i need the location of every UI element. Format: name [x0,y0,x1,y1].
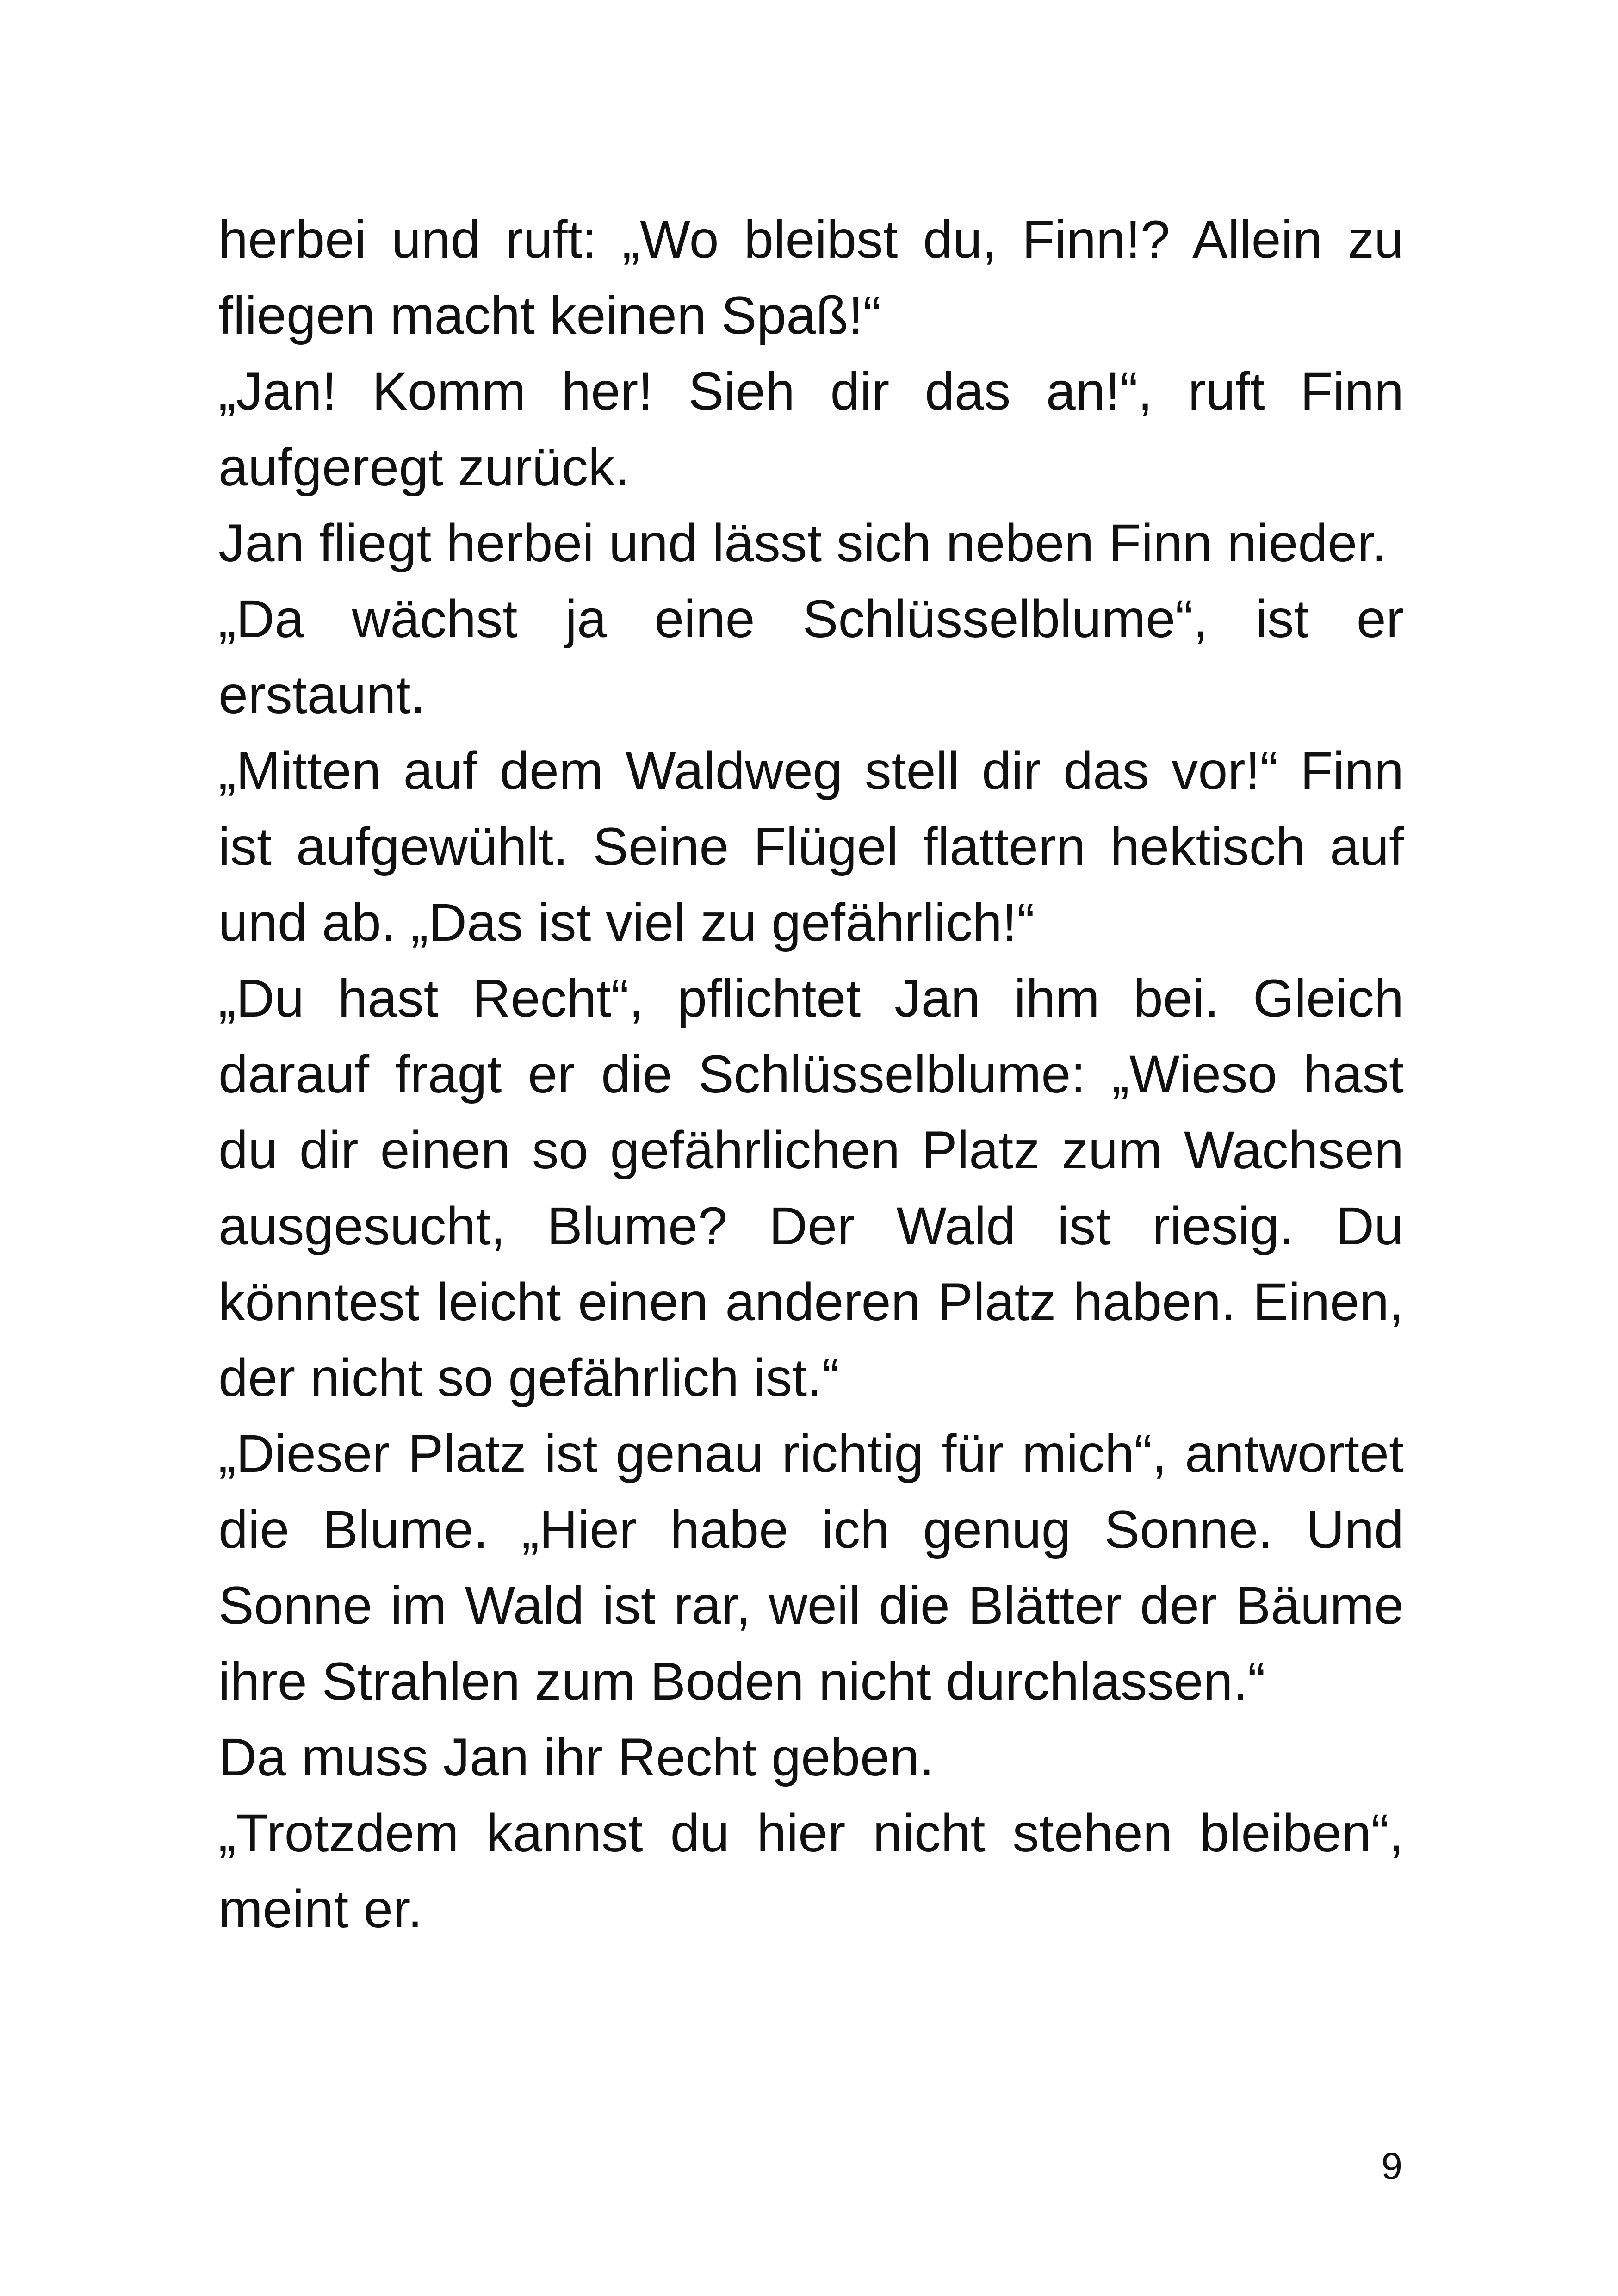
paragraph: Da muss Jan ihr Recht geben. [218,1728,934,1787]
paragraph: herbei und ruft: „Wo bleibst du, Finn!? Allein zu fliegen macht keinen Spaß!“ [218,210,1404,345]
paragraph: „Trotzdem kannst du hier nicht stehen bleiben“, meint er. [218,1804,1404,1939]
paragraph: „Mitten auf dem Waldweg stell dir das vor!“ Finn ist aufgewühlt. Seine Flügel flattern hektisch auf und ab. „Das ist viel zu gefährlich!“ [218,741,1404,952]
paragraph: „Jan! Komm her! Sieh dir das an!“, ruft Finn aufgeregt zurück. [218,362,1404,497]
paragraph: „Dieser Platz ist genau richtig für mich“, antwortet die Blume. „Hier habe ich genug Sonne. Und Sonne im Wald ist rar, weil die Blätter der Bäume ihre Strahlen zum Boden nicht durchlassen.“ [218,1424,1404,1711]
page-number: 9 [1381,2145,1402,2187]
body-text [218,202,1404,1947]
paragraph: Jan fliegt herbei und lässt sich neben Finn nieder. [218,514,1387,573]
paragraph: „Da wächst ja eine Schlüsselblume“, ist er erstaunt. [218,590,1404,725]
paragraph: „Du hast Recht“, pflichtet Jan ihm bei. Gleich darauf fragt er die Schlüsselblume: „Wieso hast du dir einen so gefährlichen Platz zum Wachsen ausgesucht, Blume? Der Wald ist riesig. Du könntest leicht einen anderen Platz haben. Einen, der nicht so gefährlich ist.“ [218,969,1404,1408]
